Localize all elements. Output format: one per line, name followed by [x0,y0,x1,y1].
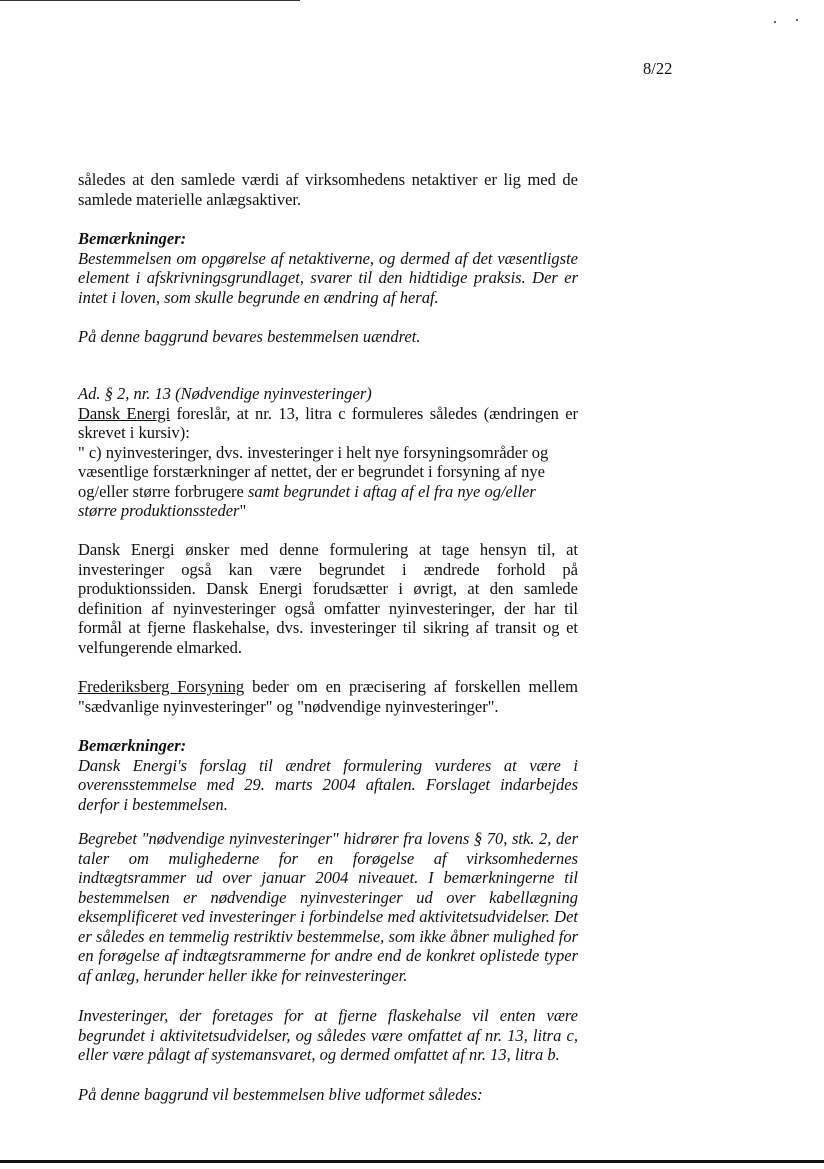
scan-speck [796,19,798,21]
section-heading: Ad. § 2, nr. 13 (Nødvendige nyinvesteringer) [78,384,372,403]
scan-speck [774,21,776,23]
remarks-text: Begrebet "nødvendige nyinvesteringer" hidrører fra lovens § 70, stk. 2, der taler om mulighederne for en forøgelse af virksomhedernes indtægtsrammer ud over januar 2004 niveauet. I bemærkningerne til bestemmelsen er nødvendige nyinvesteringer ud over kabellægning eksemplificeret ved investeringer i forbindelse med aktivitetsudvidelser. Det er således en temmelig restriktiv bestemmelse, som ikke åbner mulighed for en forøgelse af indtægtsrammerne for andre end de konkret oplistede typer af anlæg, herunder heller ikke for reinvesteringer. [78,829,578,985]
conclusion-text: På denne baggrund bevares bestemmelsen uændret. [78,327,421,346]
frederiksberg-paragraph [78,677,578,716]
continuation-paragraph: således at den samlede værdi af virksomhedens netaktiver er lig med de samlede materielle anlægsaktiver. [78,170,578,209]
organisation-name: Dansk Energi [78,403,171,423]
dansk-energi-proposal [78,404,578,443]
conclusion-1 [78,327,578,347]
body-text [78,677,578,716]
remarks-block-2 [78,736,578,814]
conclusion-2 [78,1085,578,1105]
quote-end: " [239,501,247,520]
top-scan-rule [0,0,300,1]
request-text: beder om en præcisering af forskellen mellem "sædvanlige nyinvesteringer" og "nødvendige nyinvesteringer". [78,677,579,716]
page-number: 8/22 [643,59,673,78]
quote-plain: " c) nyinvesteringer, dvs. investeringer i helt nye forsyningsområder og væsentlige forstærkninger af nettet, der er begrundet i forsyning af nye og/eller større forbrugere [78,442,549,501]
dansk-energi-paragraph [78,540,578,657]
organisation-name: Frederiksberg Forsyning [78,677,245,696]
proposal-intro: foreslår, at nr. 13, litra c formuleres således (ændringen er skrevet i kursiv): [78,403,579,442]
remarks-heading: Bemærkninger: [78,229,187,248]
begrebet-paragraph [78,829,578,985]
remarks-heading: Bemærkninger: [78,736,187,755]
investeringer-paragraph [78,1006,578,1065]
body-text: Dansk Energi ønsker med denne formulering at tage hensyn til, at investeringer også kan være begrundet i ændrede forhold på produktionssiden. Dansk Energi forudsætter i øvrigt, at den samlede definition af nyinvesteringer også omfatter nyinvesteringer, der har til formål at fjerne flaskehalse, dvs. investeringer til sikring af transit og et velfungerende elmarked. [78,540,578,657]
proposal-quote [78,443,578,521]
remarks-text: Investeringer, der foretages for at fjerne flaskehalse vil enten være begrundet i aktivitetsudvidelser, og således være omfattet af nr. 13, litra c, eller være pålagt af systemansvaret, og dermed omfattet af nr. 13, litra b. [78,1006,578,1064]
section-ad-13 [78,384,578,521]
quote-italic: samt begrundet i aftag af el fra nye og/eller større produktionssteder [78,481,536,520]
body-paragraph [78,170,578,209]
remarks-block-1 [78,229,578,307]
remarks-text: Bestemmelsen om opgørelse af netaktiverne, og dermed af det væsentligste element i afskrivningsgrundlaget, svarer til den hidtidige praksis. Der er intet i loven, som skulle begrunde en ændring af heraf. [78,248,578,307]
bottom-scan-rule [0,1160,824,1163]
conclusion-text: På denne baggrund vil bestemmelsen blive udformet således: [78,1085,483,1104]
remarks-text: Dansk Energi's forslag til ændret formulering vurderes at være i overensstemmelse med 29. marts 2004 aftalen. Forslaget indarbejdes derfor i bestemmelsen. [78,755,578,814]
